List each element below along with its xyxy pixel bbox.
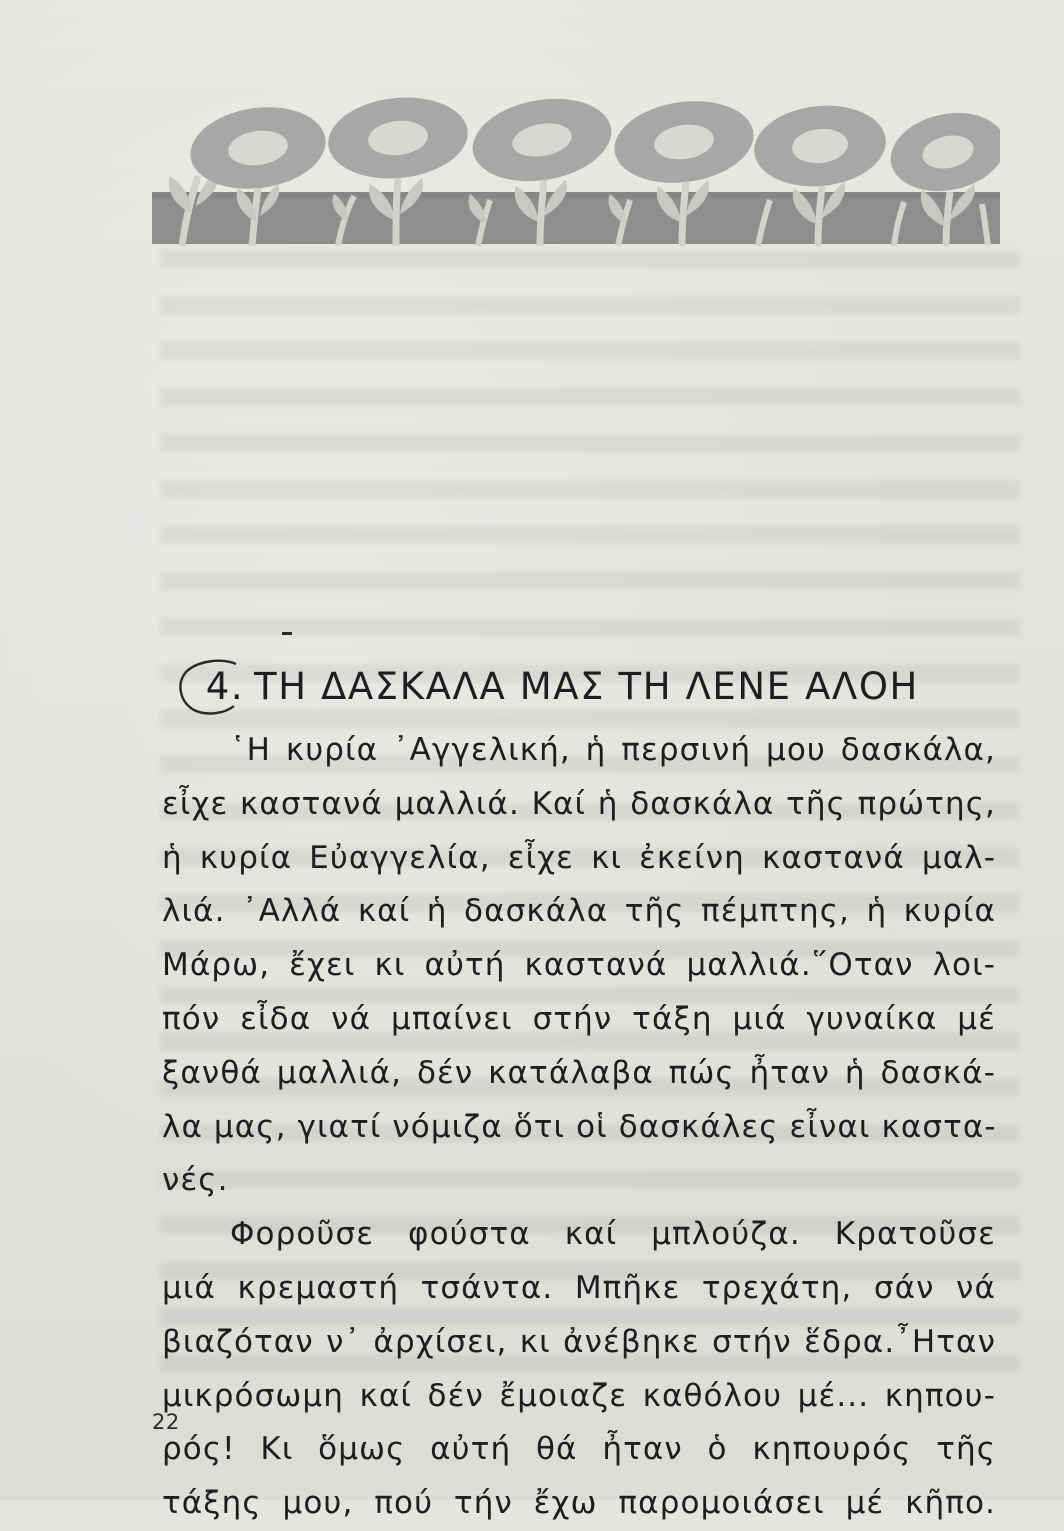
ground-strip <box>152 192 1000 244</box>
chapter-number: 4. <box>205 665 245 708</box>
text-line: Φοροῦσε φούστα καί μπλούζα. Κρατοῦσε <box>230 1216 996 1253</box>
text-line: πόν εἶδα νά μπαίνει στήν τάξη μιά γυναίκα μέ <box>162 1000 996 1037</box>
page-number: 22 <box>152 1410 180 1434</box>
text-line: εἶχε καστανά μαλλιά. Καί ἡ δασκάλα τῆς πρώτης, <box>162 785 996 822</box>
stray-dash-mark <box>282 632 292 635</box>
text-line: ῾Η κυρία ᾿Αγγελική, ἡ περσινή μου δασκάλα, <box>230 732 996 768</box>
text-line: τάξης μου, πού τήν ἔχω παρομοιάσει μέ κῆπο. <box>162 1485 996 1522</box>
text-line: ἡ κυρία Εὐαγγελία, εἶχε κι ἐκείνη καστανά μαλ- <box>162 839 996 876</box>
chapter-title: ΤΗ ΔΑΣΚΑΛΑ ΜΑΣ ΤΗ ΛΕΝΕ ΑΛΟΗ <box>254 665 919 708</box>
text-line: λιά. ᾿Αλλά καί ἡ δασκάλα τῆς πέμπτης, ἡ κυρία <box>162 893 996 930</box>
text-line: λα μας, γιατί νόμιζα ὅτι οἱ δασκάλες εἶναι καστα- <box>162 1108 997 1145</box>
text-line: μικρόσωμη καί δέν ἔμοιαζε καθόλου μέ... κηπου- <box>162 1377 996 1414</box>
text-line: βιαζόταν ν᾿ ἀρχίσει, κι ἀνέβηκε στήν ἕδρα.῏Ηταν <box>162 1323 996 1360</box>
text-line: νές. <box>162 1162 229 1199</box>
text-line: μιά κρεμαστή τσάντα. Μπῆκε τρεχάτη, σάν νά <box>162 1269 996 1306</box>
chapter-heading <box>196 652 1006 722</box>
chapter-number-wrapper <box>196 652 254 722</box>
flower-banner-illustration <box>152 96 1000 256</box>
paragraph <box>162 724 996 1208</box>
text-line: Μάρω, ἔχει κι αὐτή καστανά μαλλιά.῞Οταν λοι- <box>162 947 996 984</box>
paragraph <box>162 1208 996 1531</box>
text-line: ρός! Κι ὅμως αὐτή θά ἦταν ὁ κηπουρός τῆς <box>162 1431 996 1468</box>
text-line: ξανθά μαλλιά, δέν κατάλαβα πώς ἦταν ἡ δασκά- <box>162 1054 996 1091</box>
body-text <box>162 724 996 1531</box>
